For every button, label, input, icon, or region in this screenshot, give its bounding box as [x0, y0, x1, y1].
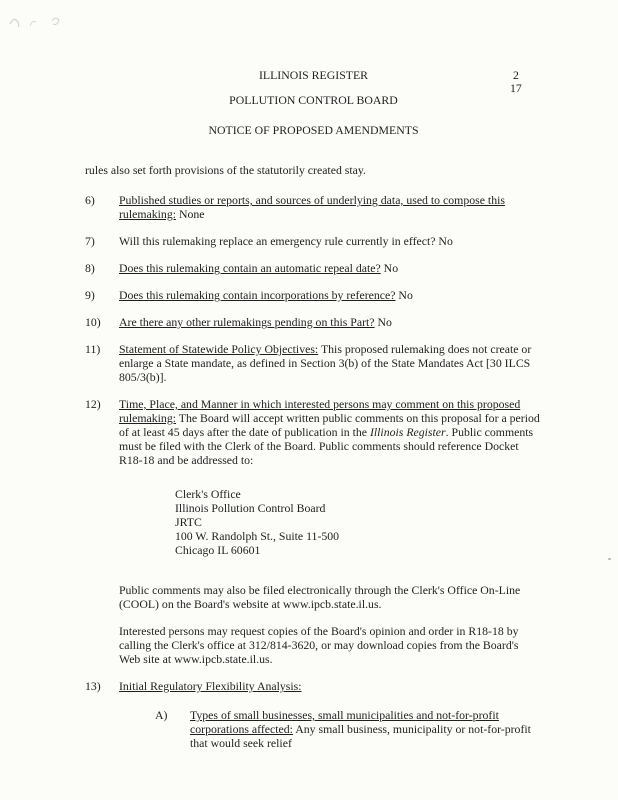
sub-item-a	[155, 708, 542, 750]
scan-speck	[608, 558, 611, 560]
document-content	[85, 68, 542, 750]
item-number: 7)	[85, 234, 95, 248]
address-line: JRTC	[175, 515, 202, 529]
item-number: 12)	[85, 397, 101, 411]
item-answer: No	[374, 315, 392, 329]
page-header	[85, 68, 542, 137]
item-number: 11)	[85, 342, 101, 356]
item-label: Time, Place, and Manner in which interested persons may comment on this proposed rulemaking:	[119, 397, 521, 425]
paragraph-electronic-filing: Public comments may also be filed electronically through the Clerk's Office On-Line (COOL) on the Board's website at www.ipcb.state.il.us.	[119, 583, 521, 611]
item-label: Published studies or reports, and sources of underlying data, used to compose this rulemaking:	[119, 193, 505, 221]
item-number: 8)	[85, 261, 95, 275]
item-number: 9)	[85, 288, 95, 302]
item-number: 10)	[85, 315, 101, 329]
numbered-item-11	[85, 342, 542, 384]
address-line: Clerk's Office	[175, 487, 241, 501]
item-text	[119, 342, 542, 384]
address-block	[175, 487, 542, 557]
item-number: 13)	[85, 679, 101, 693]
item-body: This proposed rulemaking does not create or enlarge a State mandate, as defined in Section 3(b) of the State Mandates Act [30 ILCS 805/3(b)].	[119, 342, 532, 384]
address-line: Illinois Pollution Control Board	[175, 501, 326, 515]
item-answer: None	[176, 207, 205, 221]
sub-item-text	[190, 708, 542, 750]
numbered-item-9	[85, 288, 542, 302]
numbered-list	[85, 193, 542, 750]
board-title: POLLUTION CONTROL BOARD	[229, 93, 398, 107]
address-line: 100 W. Randolph St., Suite 11-500	[175, 529, 340, 543]
item-text	[119, 234, 542, 248]
item-number: 6)	[85, 193, 95, 207]
page-number-secondary: 17	[510, 81, 522, 95]
item-text	[119, 679, 542, 693]
paragraph-request-copies: Interested persons may request copies of the Board's opinion and order in R18-18 by calling the Clerk's office at 312/814-3620, or may download copies from the Board's Web site at www.ipcb.state.il.us.	[119, 624, 519, 666]
item-body: . Public comments must be filed with the Clerk of the Board. Public comments should reference Docket R18-18 and be addressed to:	[119, 425, 534, 467]
address-line: Chicago IL 60601	[175, 543, 261, 557]
sub-item-label: Types of small businesses, small municipalities and not-for-profit corporations affected:	[190, 708, 499, 736]
item-question: Will this rulemaking replace an emergency rule currently in effect? No	[119, 234, 453, 248]
item-text	[119, 315, 542, 329]
item-text	[119, 193, 542, 221]
numbered-item-13	[85, 679, 542, 693]
item-text	[119, 288, 542, 302]
item-body: The Board will accept written public comments on this proposal for a period of at least 45 days after the date of publication in the	[119, 411, 540, 439]
item-label: Initial Regulatory Flexibility Analysis:	[119, 679, 302, 693]
page-number: 2	[513, 68, 519, 82]
numbered-item-7	[85, 234, 542, 248]
item-label: Does this rulemaking contain incorporations by reference?	[119, 288, 396, 302]
item-text	[119, 397, 542, 666]
item-answer: No	[380, 261, 399, 275]
sub-item-body: Any small business, municipality or not-for-profit that would seek relief	[190, 722, 531, 750]
numbered-item-6	[85, 193, 542, 221]
item-answer: No	[395, 288, 413, 302]
item-text	[119, 261, 542, 275]
register-title: ILLINOIS REGISTER	[258, 68, 369, 82]
notice-title: NOTICE OF PROPOSED AMENDMENTS	[208, 123, 419, 137]
numbered-item-8	[85, 261, 542, 275]
item-label: Are there any other rulemakings pending on this Part?	[119, 315, 375, 329]
numbered-item-10	[85, 315, 542, 329]
pencil-mark	[6, 10, 68, 38]
item-label: Does this rulemaking contain an automatic repeal date?	[119, 261, 381, 275]
italic-publication-name: Illinois Register	[369, 425, 446, 439]
sub-item-letter: A)	[155, 708, 168, 722]
intro-paragraph: rules also set forth provisions of the statutorily created stay.	[85, 163, 366, 177]
numbered-item-12	[85, 397, 542, 666]
item-label: Statement of Statewide Policy Objectives:	[119, 342, 319, 356]
